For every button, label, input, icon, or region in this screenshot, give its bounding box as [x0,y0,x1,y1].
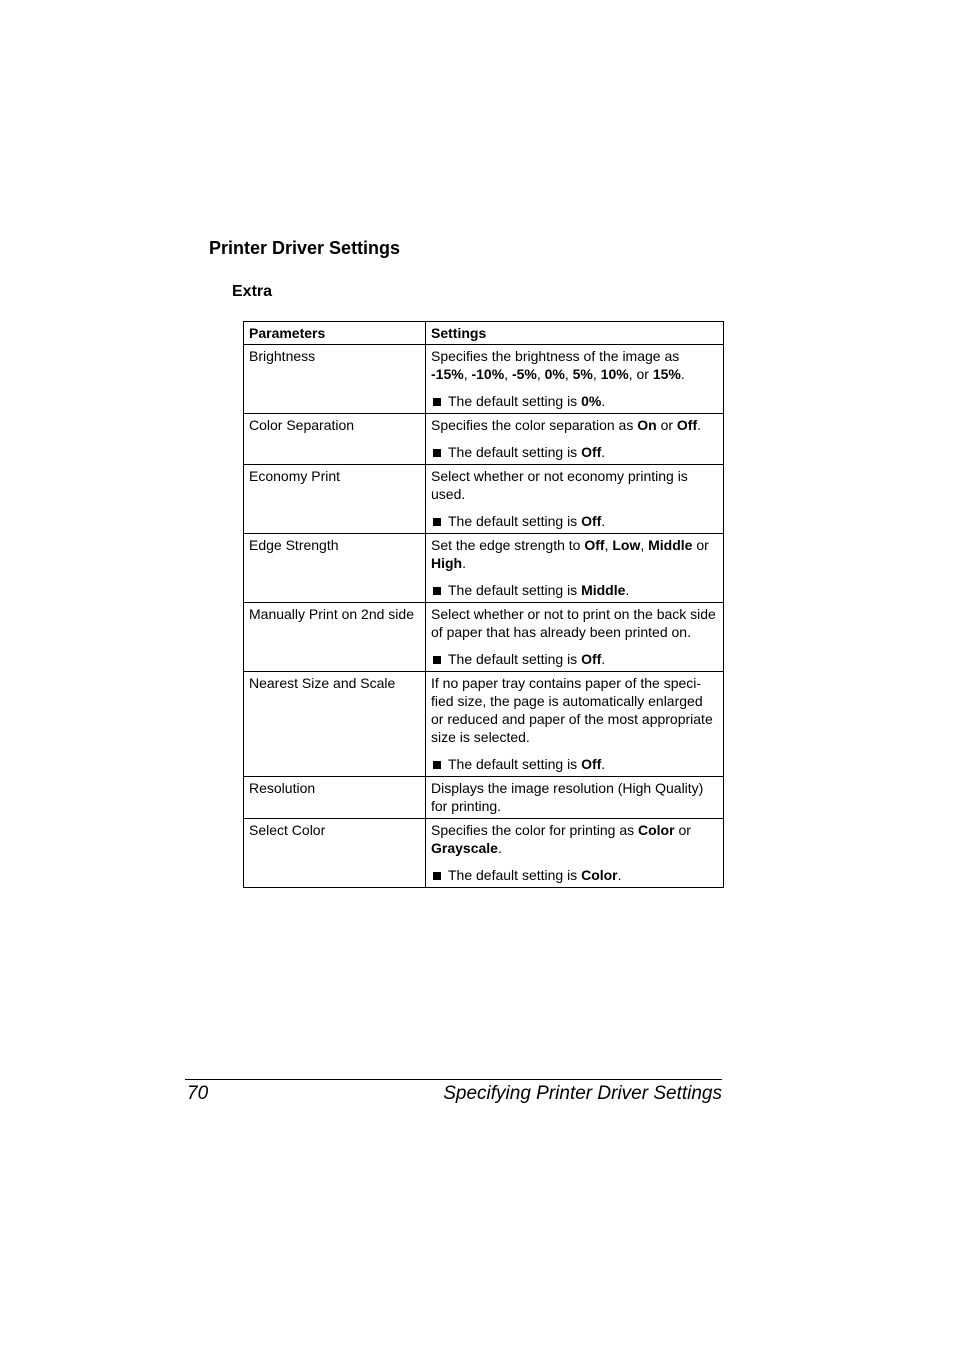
description-text: , [463,366,472,382]
setting-cell [426,603,724,672]
default-value: Off [581,651,602,667]
default-prefix: The default setting is [448,513,582,529]
table-body [244,345,724,888]
setting-description [431,605,718,641]
description-text: Select whether or not economy printing is used. [431,468,688,502]
table-row [244,672,724,777]
description-text: If no paper tray contains paper of the speci-fied size, the page is automatically enlarged or reduced and paper of the most appropriate size is selected. [431,675,713,745]
setting-description [431,467,718,503]
setting-cell [426,777,724,819]
setting-value: Off [584,537,605,553]
setting-value: High [431,555,463,571]
description-text: . [497,840,502,856]
setting-cell [426,345,724,414]
description-text: . [462,555,466,571]
setting-cell [426,534,724,603]
default-setting-note: The default setting is Off. [431,443,718,461]
default-value: Off [581,444,602,460]
default-prefix: The default setting is [448,756,582,772]
setting-description [431,674,718,746]
default-setting-note: The default setting is Off. [431,650,718,668]
subsection-title: Extra [232,283,273,300]
parameter-name: Manually Print on 2nd side [244,603,426,672]
default-setting-note: The default setting is Middle. [431,581,718,599]
table-header-row [244,322,724,345]
description-text: or [656,417,677,433]
description-text: , or [628,366,653,382]
default-setting-note: The default setting is Off. [431,755,718,773]
setting-description [431,416,718,434]
setting-cell [426,465,724,534]
description-text: , [604,537,613,553]
setting-value: 15% [652,366,681,382]
description-text: , [536,366,545,382]
setting-value: On [637,417,657,433]
section-title: Printer Driver Settings [209,238,401,258]
table-row [244,414,724,465]
setting-cell [426,672,724,777]
parameter-name: Brightness [244,345,426,414]
setting-value: 10% [600,366,629,382]
square-bullet-icon [433,656,441,664]
square-bullet-icon [433,587,441,595]
default-value: Color [581,867,618,883]
square-bullet-icon [433,872,441,880]
default-prefix: The default setting is [448,867,582,883]
setting-value: 5% [572,366,593,382]
default-value: Off [581,513,602,529]
description-text: Select whether or not to print on the back side of paper that has already been printed on. [431,606,716,640]
description-text: Set the edge strength to [431,537,585,553]
setting-cell [426,819,724,888]
setting-description [431,821,718,857]
setting-value: Low [612,537,641,553]
setting-value: -15% [431,366,464,382]
setting-description [431,347,718,383]
setting-description [431,536,718,572]
parameter-name: Color Separation [244,414,426,465]
parameter-name: Nearest Size and Scale [244,672,426,777]
description-text: Specifies the brightness of the image as [431,348,680,364]
default-setting-note: The default setting is Color. [431,866,718,884]
setting-value: Grayscale [431,840,498,856]
description-text: or [692,537,709,553]
setting-value: Off [676,417,698,433]
table-row [244,603,724,672]
table-row [244,819,724,888]
description-text: . [680,366,685,382]
default-prefix: The default setting is [448,393,582,409]
description-text: or [674,822,691,838]
description-text: Specifies the color separation as [431,417,638,433]
header-parameters: Parameters [244,322,426,345]
table-row [244,534,724,603]
description-text: , [592,366,601,382]
footer-title: Specifying Printer Driver Settings [443,1083,722,1104]
description-text: , [640,537,649,553]
square-bullet-icon [433,449,441,457]
description-text: Displays the image resolution (High Quality) for printing. [431,780,704,814]
setting-description [431,779,718,815]
default-setting-note: The default setting is Off. [431,512,718,530]
default-setting-note: The default setting is 0%. [431,392,718,410]
parameter-name: Select Color [244,819,426,888]
default-prefix: The default setting is [448,444,582,460]
setting-cell [426,414,724,465]
setting-value: Middle [648,537,693,553]
setting-value: Color [638,822,675,838]
parameter-name: Economy Print [244,465,426,534]
description-text: , [504,366,512,382]
page-number: 70 [187,1083,209,1104]
parameter-name: Edge Strength [244,534,426,603]
default-value: Off [581,756,602,772]
default-prefix: The default setting is [448,651,582,667]
header-settings: Settings [426,322,724,345]
default-value: 0% [581,393,602,409]
square-bullet-icon [433,761,441,769]
setting-value: -5% [511,366,537,382]
footer-divider [185,1079,722,1080]
setting-value: 0% [544,366,565,382]
table-row [244,345,724,414]
parameter-name: Resolution [244,777,426,819]
description-text: , [564,366,573,382]
description-text: . [697,417,702,433]
settings-table [243,321,724,888]
table-row [244,465,724,534]
default-value: Middle [581,582,626,598]
default-prefix: The default setting is [448,582,582,598]
table-row [244,777,724,819]
square-bullet-icon [433,518,441,526]
description-text: Specifies the color for printing as [431,822,638,838]
setting-value: -10% [471,366,505,382]
square-bullet-icon [433,398,441,406]
